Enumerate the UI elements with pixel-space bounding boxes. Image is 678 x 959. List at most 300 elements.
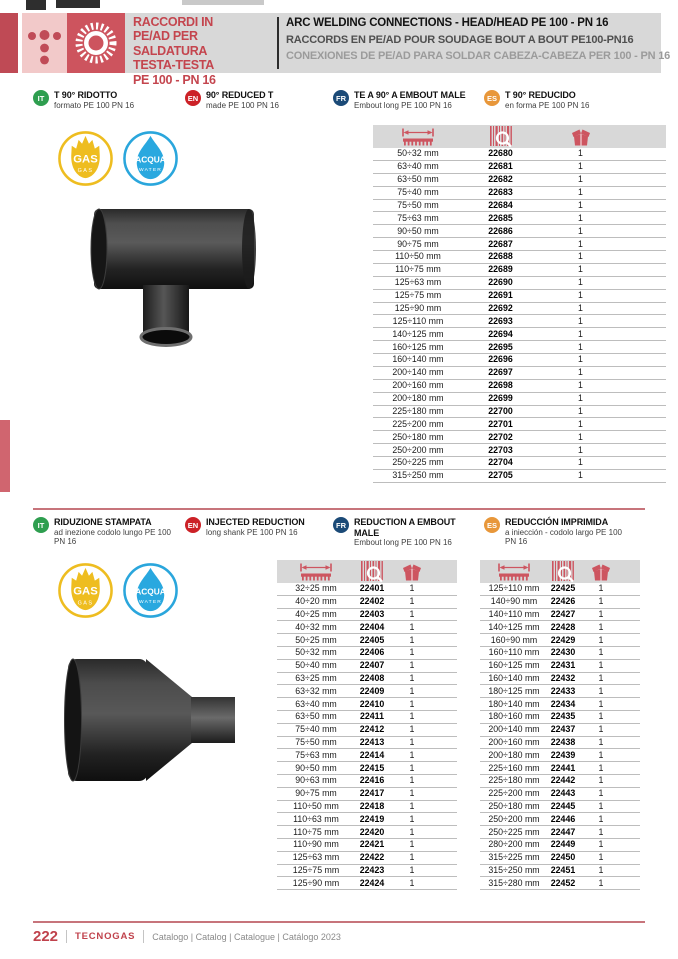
qty-cell: 1 [598, 864, 604, 875]
lang-block-it [33, 517, 178, 547]
qty-cell: 1 [578, 380, 583, 391]
size-cell: 280÷200 mm [488, 839, 540, 850]
qty-cell: 1 [598, 724, 604, 735]
qty-cell: 1 [598, 634, 604, 645]
barcode-search-icon [463, 126, 538, 148]
svg-text:WATER: WATER [138, 167, 163, 173]
size-cell: 200÷180 mm [392, 393, 444, 404]
size-cell: 225÷180 mm [488, 775, 540, 786]
qty-cell: 1 [578, 212, 583, 223]
code-cell: 22417 [359, 788, 385, 799]
code-cell: 22688 [488, 251, 513, 262]
product-title-es: T 90° REDUCIDO [505, 90, 576, 100]
qty-cell: 1 [598, 852, 604, 863]
table-row [480, 775, 640, 788]
code-cell: 22439 [550, 749, 576, 760]
code-cell: 22697 [488, 367, 513, 378]
size-cell: 160÷125 mm [488, 660, 540, 671]
size-cell: 110÷75 mm [395, 264, 441, 275]
code-cell: 22431 [550, 660, 576, 671]
code-cell: 22426 [550, 596, 576, 607]
code-cell: 22425 [550, 583, 576, 594]
size-cell: 75÷63 mm [397, 212, 439, 223]
table-row [277, 762, 457, 775]
qty-cell: 1 [409, 608, 415, 619]
table-header [373, 125, 666, 148]
qty-cell: 1 [409, 852, 415, 863]
print-mark [26, 0, 46, 10]
code-cell: 22402 [359, 596, 385, 607]
code-cell: 22689 [488, 264, 513, 275]
title-line: RACCORDI IN [133, 15, 214, 29]
box-icon [578, 562, 624, 582]
qty-cell: 1 [598, 583, 604, 594]
code-cell: 22694 [488, 328, 513, 339]
table-row [373, 328, 666, 341]
code-cell: 22682 [488, 174, 513, 185]
page-number: 222 [33, 928, 59, 945]
code-cell: 22700 [488, 405, 513, 416]
code-cell: 22423 [359, 864, 385, 875]
catalog-label: Catalogo | Catalog | Catalogue | Catálogo 2023 [152, 931, 341, 942]
acqua-badge-icon [122, 130, 179, 192]
size-cell: 40÷32 mm [295, 621, 337, 632]
code-cell: 22693 [488, 315, 513, 326]
box-icon [389, 562, 435, 582]
lang-block-es [484, 90, 629, 110]
code-cell: 22699 [488, 393, 513, 404]
qty-cell: 1 [409, 826, 415, 837]
size-cell: 110÷75 mm [293, 826, 339, 837]
size-cell: 63÷50 mm [295, 711, 337, 722]
qty-cell: 1 [409, 749, 415, 760]
qty-cell: 1 [409, 647, 415, 658]
qty-cell: 1 [598, 775, 604, 786]
table-row [277, 775, 457, 788]
logo-strip [0, 13, 18, 73]
table-row [373, 406, 666, 419]
product-title-fr: REDUCTION A EMBOUT MALE [354, 517, 456, 538]
size-cell: 50÷40 mm [295, 660, 337, 671]
qty-cell: 1 [409, 685, 415, 696]
qty-cell: 1 [409, 775, 415, 786]
product-title-it: RIDUZIONE STAMPATA [54, 517, 152, 527]
qty-cell: 1 [578, 277, 583, 288]
qty-cell: 1 [578, 405, 583, 416]
page-title-fr: RACCORDS EN PE/AD POUR SOUDAGE BOUT A BOUT PE100-PN16 [286, 34, 634, 46]
table-row [277, 788, 457, 801]
product-title-es: REDUCCIÓN IMPRIMIDA [505, 517, 609, 527]
product-subtitle-fr: Embout long PE 100 PN 16 [354, 100, 452, 110]
table-row [373, 470, 666, 483]
code-cell: 22413 [359, 736, 385, 747]
table-row [480, 685, 640, 698]
table-row [277, 813, 457, 826]
table-row [277, 724, 457, 737]
qty-cell: 1 [409, 800, 415, 811]
size-cell: 225÷200 mm [392, 418, 444, 429]
lang-badge-es: ES [484, 517, 500, 533]
size-cell: 63÷50 mm [397, 174, 439, 185]
size-cell: 180÷160 mm [488, 711, 540, 722]
code-cell: 22411 [360, 711, 384, 722]
size-cell: 125÷110 mm [488, 583, 540, 594]
qty-cell: 1 [409, 698, 415, 709]
table-row [277, 660, 457, 673]
qty-cell: 1 [409, 672, 415, 683]
table-row [277, 634, 457, 647]
product-subtitle-en: long shank PE 100 PN 16 [206, 527, 298, 537]
size-cell: 110÷50 mm [395, 251, 441, 262]
code-cell: 22451 [550, 864, 576, 875]
code-cell: 22438 [550, 736, 576, 747]
table-row [480, 609, 640, 622]
table-row [277, 852, 457, 865]
qty-cell: 1 [409, 621, 415, 632]
table-row [373, 251, 666, 264]
qty-cell: 1 [598, 813, 604, 824]
table-row [480, 583, 640, 596]
code-cell: 22449 [550, 839, 576, 850]
table-row [277, 711, 457, 724]
size-cell: 315÷225 mm [488, 852, 540, 863]
qty-cell: 1 [598, 596, 604, 607]
brand-name: TECNOGAS [75, 931, 136, 942]
footer-separator [66, 930, 67, 943]
code-cell: 22443 [550, 788, 576, 799]
size-cell: 200÷160 mm [392, 380, 444, 391]
qty-cell: 1 [598, 608, 604, 619]
code-cell: 22433 [550, 685, 576, 696]
qty-cell: 1 [578, 470, 583, 481]
size-cell: 200÷180 mm [488, 749, 540, 760]
products-table-2-right [480, 560, 640, 890]
size-cell: 90÷75 mm [295, 788, 337, 799]
size-cell: 75÷50 mm [397, 199, 439, 210]
product-subtitle-en: made PE 100 PN 16 [206, 100, 279, 110]
table-row [373, 380, 666, 393]
qty-cell: 1 [409, 634, 415, 645]
qty-cell: 1 [578, 290, 583, 301]
size-cell: 110÷63 mm [293, 813, 339, 824]
table-row [480, 813, 640, 826]
size-cell: 200÷140 mm [488, 724, 540, 735]
lang-block-fr [333, 517, 478, 548]
size-cell: 90÷50 mm [295, 762, 337, 773]
code-cell: 22452 [550, 877, 576, 888]
tecnogas-dots-logo-icon [22, 13, 67, 73]
product-title-en: 90° REDUCED T [206, 90, 274, 100]
products-table-1 [373, 125, 666, 483]
qty-cell: 1 [409, 583, 415, 594]
product-subtitle-es: a iniección - codolo largo PE 100 PN 16 [505, 527, 622, 546]
ruler-icon [277, 562, 355, 582]
table-row [277, 877, 457, 890]
gas-badge-icon [57, 130, 114, 192]
qty-cell: 1 [578, 251, 583, 262]
size-cell: 250÷180 mm [392, 431, 444, 442]
size-cell: 225÷180 mm [392, 405, 444, 416]
table-row [277, 749, 457, 762]
table-row [373, 354, 666, 367]
footer-separator [143, 930, 144, 943]
code-cell: 22427 [550, 608, 576, 619]
table-row [373, 393, 666, 406]
size-cell: 315÷250 mm [392, 470, 444, 481]
size-cell: 125÷90 mm [292, 877, 340, 888]
svg-text:GAS: GAS [77, 168, 94, 175]
size-cell: 50÷25 mm [295, 634, 337, 645]
size-cell: 250÷225 mm [392, 457, 444, 468]
table-header [277, 560, 457, 583]
size-cell: 225÷160 mm [488, 762, 540, 773]
qty-cell: 1 [578, 431, 583, 442]
svg-text:GAS: GAS [73, 585, 98, 598]
size-cell: 315÷250 mm [488, 864, 540, 875]
size-cell: 250÷180 mm [488, 800, 540, 811]
table-row [277, 865, 457, 878]
qty-cell: 1 [578, 367, 583, 378]
code-cell: 22415 [359, 762, 385, 773]
code-cell: 22424 [359, 877, 385, 888]
code-cell: 22407 [359, 660, 385, 671]
code-cell: 22403 [359, 608, 385, 619]
table-row [480, 749, 640, 762]
product-title-it: T 90° RIDOTTO [54, 90, 118, 100]
code-cell: 22422 [359, 852, 385, 863]
box-icon [538, 127, 623, 147]
table-row [480, 788, 640, 801]
lang-block-es [484, 517, 629, 547]
title-line: PE 100 - PN 16 [133, 72, 216, 87]
qty-cell: 1 [578, 457, 583, 468]
qty-cell: 1 [409, 724, 415, 735]
barcode-search-icon [548, 561, 578, 583]
size-cell: 200÷160 mm [488, 736, 540, 747]
table-row [480, 634, 640, 647]
table-row [480, 801, 640, 814]
qty-cell: 1 [598, 736, 604, 747]
code-cell: 22696 [488, 354, 513, 365]
qty-cell: 1 [598, 672, 604, 683]
size-cell: 125÷90 mm [394, 302, 442, 313]
lang-badge-es: ES [484, 90, 500, 106]
qty-cell: 1 [578, 418, 583, 429]
lang-badge-en: EN [185, 517, 201, 533]
table-row [277, 583, 457, 596]
code-cell: 22416 [359, 775, 385, 786]
size-cell: 90÷50 mm [397, 225, 439, 236]
size-cell: 110÷90 mm [293, 839, 339, 850]
footer [33, 928, 341, 945]
size-cell: 160÷140 mm [488, 672, 540, 683]
table-row [277, 647, 457, 660]
code-cell: 22419 [359, 813, 385, 824]
lang-badge-en: EN [185, 90, 201, 106]
size-cell: 63÷25 mm [295, 672, 337, 683]
code-cell: 22705 [488, 470, 513, 481]
lang-block-en [185, 90, 330, 110]
size-cell: 160÷90 mm [490, 634, 538, 645]
product-subtitle-es: en forma PE 100 PN 16 [505, 100, 590, 110]
print-mark [182, 0, 264, 5]
table-row [373, 341, 666, 354]
code-cell: 22686 [488, 225, 513, 236]
code-cell: 22687 [488, 238, 513, 249]
size-cell: 250÷200 mm [488, 813, 540, 824]
qty-cell: 1 [578, 161, 583, 172]
size-cell: 50÷32 mm [295, 647, 337, 658]
ruler-icon [373, 127, 463, 147]
table-row [480, 826, 640, 839]
table-row [373, 212, 666, 225]
code-cell: 22414 [359, 749, 385, 760]
code-cell: 22446 [550, 813, 576, 824]
code-cell: 22428 [550, 621, 576, 632]
size-cell: 110÷50 mm [293, 800, 339, 811]
code-cell: 22701 [488, 418, 513, 429]
code-cell: 22698 [488, 380, 513, 391]
size-cell: 125÷110 mm [392, 315, 444, 326]
qty-cell: 1 [598, 647, 604, 658]
page-title-en: ARC WELDING CONNECTIONS - HEAD/HEAD PE 100 - PN 16 [286, 17, 609, 29]
table-row [373, 303, 666, 316]
size-cell: 75÷63 mm [295, 749, 337, 760]
size-cell: 160÷125 mm [392, 341, 444, 352]
size-cell: 40÷20 mm [295, 596, 337, 607]
code-cell: 22434 [550, 698, 576, 709]
code-cell: 22680 [488, 148, 513, 159]
product-title-fr: TE A 90° A EMBOUT MALE [354, 90, 466, 100]
size-cell: 315÷280 mm [488, 877, 540, 888]
table-row [480, 762, 640, 775]
code-cell: 22702 [488, 431, 513, 442]
barcode-search-icon [355, 561, 389, 583]
table-row [373, 187, 666, 200]
qty-cell: 1 [598, 685, 604, 696]
page-edge-tab [0, 420, 10, 492]
lang-badge-fr: FR [333, 90, 349, 106]
code-cell: 22408 [359, 672, 385, 683]
code-cell: 22418 [359, 800, 385, 811]
code-cell: 22441 [550, 762, 576, 773]
size-cell: 140÷90 mm [490, 596, 538, 607]
page-title-it [133, 15, 273, 87]
tecnogas-sun-logo-icon [67, 13, 125, 73]
size-cell: 125÷75 mm [394, 290, 442, 301]
table-row [277, 839, 457, 852]
table-row [373, 264, 666, 277]
table-row [277, 673, 457, 686]
table-row [373, 161, 666, 174]
qty-cell: 1 [578, 393, 583, 404]
qty-cell: 1 [578, 302, 583, 313]
qty-cell: 1 [578, 174, 583, 185]
code-cell: 22435 [550, 711, 576, 722]
product-photo-t-fitting [88, 203, 263, 353]
table-row [480, 698, 640, 711]
code-cell: 22690 [488, 277, 513, 288]
size-cell: 40÷25 mm [295, 608, 337, 619]
code-cell: 22695 [488, 341, 513, 352]
size-cell: 75÷40 mm [397, 187, 439, 198]
print-mark [56, 0, 100, 8]
ruler-icon [480, 562, 548, 582]
code-cell: 22691 [488, 290, 513, 301]
qty-cell: 1 [598, 698, 604, 709]
lang-block-fr [333, 90, 478, 110]
code-cell: 22410 [359, 698, 385, 709]
qty-cell: 1 [598, 621, 604, 632]
size-cell: 225÷200 mm [488, 788, 540, 799]
table-row [373, 418, 666, 431]
svg-text:ACQUA: ACQUA [135, 586, 166, 597]
qty-cell: 1 [578, 199, 583, 210]
table-row [480, 673, 640, 686]
size-cell: 200÷140 mm [392, 367, 444, 378]
size-cell: 160÷110 mm [488, 647, 540, 658]
table-header [480, 560, 640, 583]
product-subtitle-fr: Embout long PE 100 PN 16 [354, 538, 452, 547]
header-divider [277, 17, 279, 69]
code-cell: 22406 [359, 647, 385, 658]
table-row [480, 711, 640, 724]
table-row [480, 737, 640, 750]
qty-cell: 1 [409, 596, 415, 607]
qty-cell: 1 [598, 826, 604, 837]
table-row [480, 660, 640, 673]
table-row [373, 225, 666, 238]
size-cell: 32÷25 mm [295, 583, 337, 594]
size-cell: 90÷75 mm [397, 238, 439, 249]
table-row [480, 852, 640, 865]
size-cell: 140÷125 mm [488, 621, 540, 632]
products-table-2-left [277, 560, 457, 890]
table-row [277, 801, 457, 814]
qty-cell: 1 [598, 839, 604, 850]
code-cell: 22430 [550, 647, 576, 658]
table-row [480, 647, 640, 660]
product-subtitle-it: formato PE 100 PN 16 [54, 100, 135, 110]
qty-cell: 1 [409, 877, 415, 888]
table-row [277, 685, 457, 698]
table-row [373, 277, 666, 290]
code-cell: 22685 [488, 212, 513, 223]
footer-divider [33, 921, 645, 923]
size-cell: 125÷63 mm [292, 852, 340, 863]
code-cell: 22684 [488, 199, 513, 210]
qty-cell: 1 [598, 762, 604, 773]
qty-cell: 1 [598, 800, 604, 811]
size-cell: 75÷50 mm [295, 736, 337, 747]
code-cell: 22412 [359, 724, 385, 735]
code-cell: 22683 [488, 187, 513, 198]
qty-cell: 1 [598, 660, 604, 671]
code-cell: 22445 [550, 800, 576, 811]
size-cell: 125÷75 mm [292, 864, 340, 875]
table-row [277, 621, 457, 634]
qty-cell: 1 [578, 341, 583, 352]
table-row [480, 865, 640, 878]
table-row [373, 174, 666, 187]
lang-badge-fr: FR [333, 517, 349, 533]
table-row [480, 621, 640, 634]
size-cell: 250÷200 mm [392, 444, 444, 455]
qty-cell: 1 [578, 328, 583, 339]
code-cell: 22442 [550, 775, 576, 786]
qty-cell: 1 [409, 813, 415, 824]
table-row [373, 290, 666, 303]
